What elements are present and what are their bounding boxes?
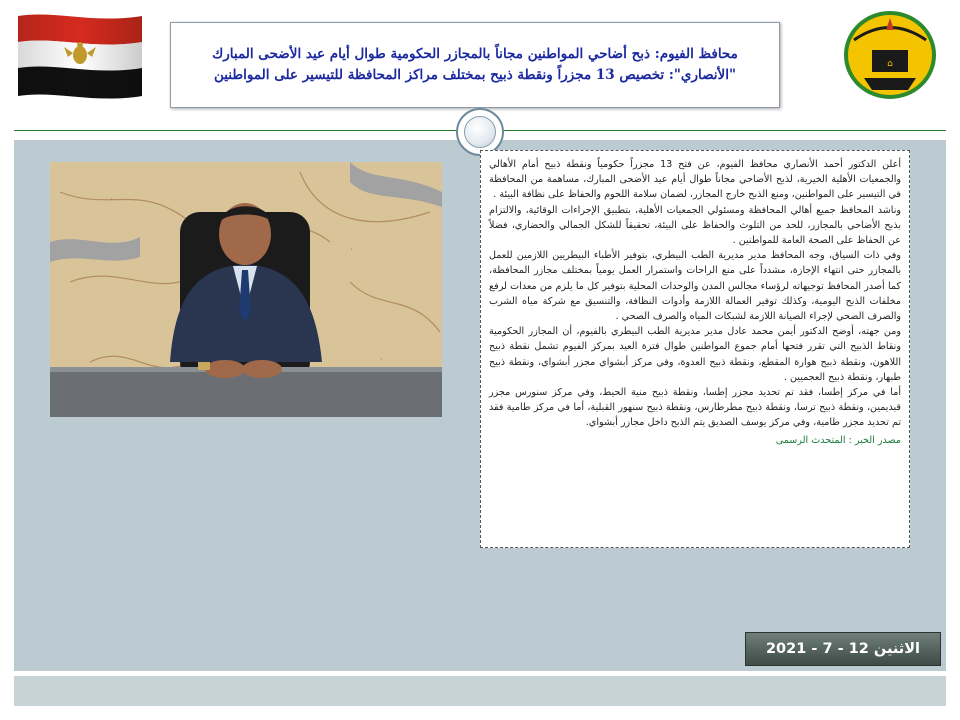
article-paragraph: أعلن الدكتور أحمد الأنصاري محافظ الفيوم، عن فتح 13 مجزراً حكومياً ونقطة ذبيح أمام الأهالي والجمعيات الأهلية الخيرية، لذبح الأضاحي مجاناً طوال أيام عيد الأضحى المبارك، مساهمة من المحافظة في التيسير على المواطنين، ومنع الذبح خارج المجازر، لضمان سلامة اللحوم والحفاظ على نظافة البيئة . [489,159,901,201]
article-paragraph: أما في مركز إطسا، فقد تم تحديد مجزر إطسا، ونقطة ذبيح منية الحيط، وفي مركز سنورس مجزر قبديمين، ونقطة ذبيح ترسا، ونقطة ذبيح مطرطارس، ونقطة ذبيح سنهور القبلية، أما في مركز طامية فقد تم تحديد مجزر طامية، وفي مركز يوسف الصديق يتم الذبح داخل مجازر أبشواي. [489,387,901,429]
governorate-logo [834,10,946,100]
article-paragraph: ومن جهته، أوضح الدكتور أيمن محمد عادل مدير مديرية الطب البيطري بالفيوم، أن المجازر الحكومية ونقاط الذبيح التي تقرر فتحها أمام جموع المواطنين طوال فترة العيد بمركز الفيوم تشمل نقطة ذبيح اللاهون، ونقطة ذبيح هوارة المقطع، ونقطة ذبيح العدوة، وفي مركز أبشواي مجزر أبشواي، ونقطة ذبيح طبهار، ونقطة ذبيح العجميين . [489,326,901,383]
governor-photo [50,162,442,417]
right-margin [946,130,960,720]
news-source: مصدر الخبر : المتحدث الرسمى [775,434,901,446]
svg-text:·: · [380,355,383,365]
article-paragraph: وفي ذات السياق، وجه المحافظ مدير مديرية الطب البيطري، بتوفير الأطباء البيطريين اللازمين للعمل بالمجازر حتى انتهاء الإجازة، مشدداً على منع الراحات واستمرار العمل يومياً بمختلف مجازر المحافظة، كما أصدر المحافظ توجيهاته لرؤساء مجالس المدن والوحدات المحلية بتوفير كل ما يلزم من معدات لرفع مخلفات الذبح اليومية، وكذلك توفير العمالة اللازمة وأدوات النظافة، والتنسيق مع شركة مياه الشرب والصرف الصحي لإجراء الصيانة اللازمة لشبكات المياه والصرف الصحي . [489,250,901,323]
bottom-bar [14,676,946,706]
svg-text:⌂: ⌂ [887,59,893,69]
svg-text:·: · [350,245,353,255]
headline: محافظ الفيوم: ذبح أضاحي المواطنين مجاناً بالمجازر الحكومية طوال أيام عيد الأضحى المبارك "الأنصاري": تخصيص 13 مجزراً ونقطة ذبيح بمختلف مراكز المحافظة للتيسير على المواطنين [212,46,738,83]
article-body [480,150,910,548]
left-margin [0,130,14,720]
circle-ornament [456,108,504,156]
svg-text:·: · [110,195,113,205]
egypt-flag [14,10,146,102]
date-box [745,632,941,666]
article-paragraph: وناشد المحافظ جميع أهالي المحافظة ومسئولي الجمعيات الأهلية، بتطبيق الإجراءات الوقائية، والالتزام بذبح الأضاحي بالمجازر، للحد من التلوث والحفاظ على البيئة، تحقيقاً للشكل الجمالي والحضاري، فضلاً عن الحفاظ على الصحة العامة للمواطنين . [489,204,901,247]
headline-box [170,22,780,108]
publish-date: الاثنين 12 - 7 - 2021 [765,641,921,657]
